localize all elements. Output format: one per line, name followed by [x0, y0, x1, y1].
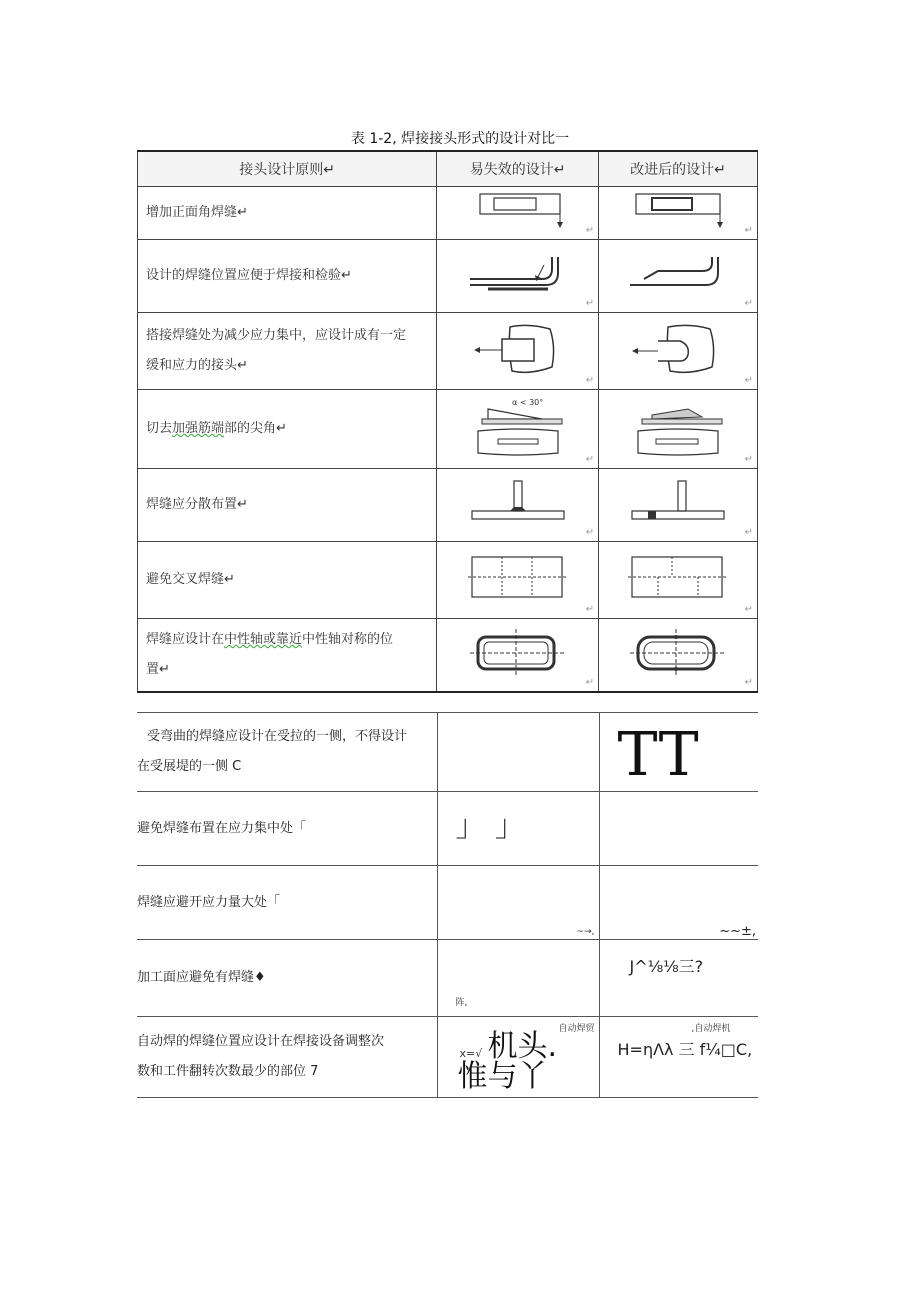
principle-cell: 切去加强筋端部的尖角↵	[138, 390, 437, 469]
joint-design-table-continued	[137, 712, 758, 1098]
good-design-cell: ↵	[599, 619, 758, 693]
table-row	[138, 240, 758, 313]
bad-design-cell: ~→,	[437, 866, 599, 940]
principle-cell: 焊缝应分散布置↵	[138, 469, 437, 542]
plate-overlap-improved-diagram	[618, 319, 738, 379]
box-section-improved-diagram	[618, 625, 738, 681]
bad-design-cell: ↵	[437, 469, 599, 542]
principle-cell: 焊缝应避开应力量大处「	[137, 866, 437, 940]
good-design-cell: TT	[599, 713, 758, 792]
principle-cell: 加工面应避免有焊缝♦	[137, 940, 437, 1017]
table-row	[137, 713, 758, 792]
table-row	[137, 1017, 758, 1098]
bad-design-cell: 自动焊贸 x=√ 机头. 惟与丫	[437, 1017, 599, 1098]
header-principle: 接头设计原则↵	[138, 151, 437, 187]
principle-cell: 设计的焊缝位置应便于焊接和检验↵	[138, 240, 437, 313]
box-section-diagram	[458, 625, 578, 681]
good-design-cell: ↵	[599, 469, 758, 542]
t-joint-improved-diagram	[618, 475, 738, 531]
principle-cell: 搭接焊缝处为减少应力集中，应设计成有一定 缓和应力的接头↵	[138, 313, 437, 390]
lap-joint-improved-diagram	[618, 188, 738, 234]
bad-design-cell: ↵	[437, 240, 599, 313]
bent-plate-diagram	[458, 247, 578, 301]
header-bad-design: 易失效的设计↵	[437, 151, 599, 187]
principle-cell: 避免焊缝布置在应力集中处「	[137, 792, 437, 866]
table-row	[137, 940, 758, 1017]
table-row	[137, 866, 758, 940]
principle-cell: 增加正面角焊缝↵	[138, 187, 437, 240]
t-joint-diagram	[458, 475, 578, 531]
staggered-weld-grid-diagram	[618, 549, 738, 607]
stiffener-improved-diagram	[618, 395, 738, 459]
bent-plate-improved-diagram	[618, 247, 738, 301]
table-row	[138, 619, 758, 693]
principle-cell: 受弯曲的焊缝应设计在受拉的一侧，不得设计 在受展堤的一侧 C	[137, 713, 437, 792]
table-caption: 表 1-2, 焊接接头形式的设计对比一	[350, 131, 570, 147]
principle-cell: 焊缝应设计在中性轴或靠近中性轴对称的位 置↵	[138, 619, 437, 693]
bad-design-cell: 阵,	[437, 940, 599, 1017]
plate-overlap-diagram	[458, 319, 578, 379]
table-row	[138, 542, 758, 619]
table-row	[138, 469, 758, 542]
svg-text:α < 30°: α < 30°	[511, 398, 543, 407]
good-design-cell: ↵	[599, 240, 758, 313]
good-design-cell: J^⅛⅛三?	[599, 940, 758, 1017]
lap-joint-diagram	[458, 188, 578, 234]
good-design-cell: ↵	[599, 542, 758, 619]
table-row	[138, 187, 758, 240]
bad-design-cell: ↵	[437, 619, 599, 693]
bad-design-cell: ↵	[437, 542, 599, 619]
table-row	[137, 792, 758, 866]
table-row	[138, 313, 758, 390]
good-design-cell: ↵	[599, 313, 758, 390]
cross-weld-grid-diagram	[458, 549, 578, 607]
bad-design-cell: ↵	[437, 313, 599, 390]
good-design-cell: ↵	[599, 187, 758, 240]
good-design-cell	[599, 792, 758, 866]
good-design-cell: ,自动焊机 H=ηΛλ 三 f¼□C,	[599, 1017, 758, 1098]
header-good-design: 改进后的设计↵	[599, 151, 758, 187]
principle-cell: 自动焊的焊缝位置应设计在焊接设备调整次 数和工件翻转次数最少的部位 7	[137, 1017, 437, 1098]
good-design-cell: ~~±,	[599, 866, 758, 940]
joint-design-comparison-table	[137, 150, 758, 693]
stiffener-diagram	[458, 395, 578, 459]
bad-design-cell	[437, 713, 599, 792]
bad-design-cell: 」 」	[437, 792, 599, 866]
good-design-cell: ↵	[599, 390, 758, 469]
bad-design-cell: ↵	[437, 187, 599, 240]
principle-cell: 避免交叉焊缝↵	[138, 542, 437, 619]
table-row	[138, 390, 758, 469]
bad-design-cell: α < 30° ↵	[437, 390, 599, 469]
